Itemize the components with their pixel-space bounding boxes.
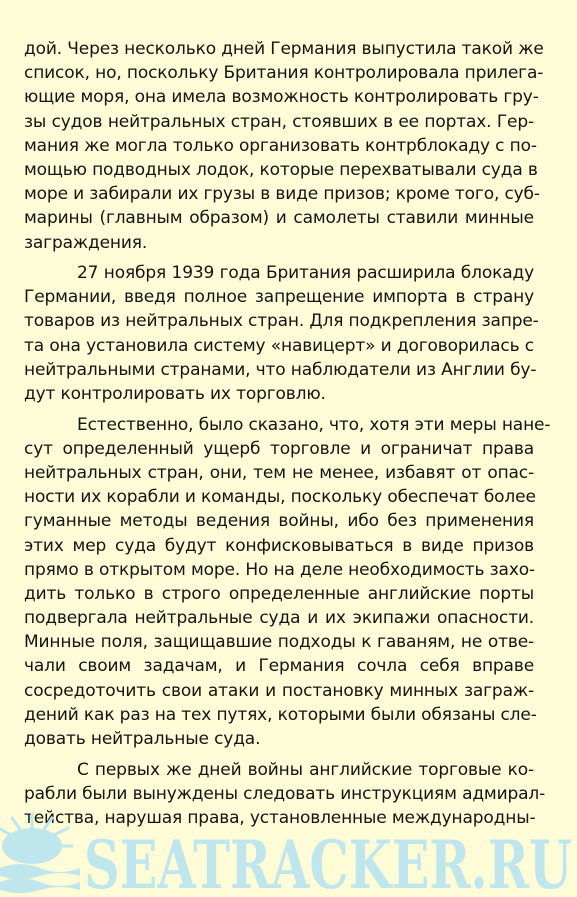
text-line: 27 ноября 1939 года Британия расширила блокаду [77, 263, 534, 284]
text-line: море и забирали их грузы в виде призов; кроме того, суб- [24, 184, 540, 205]
text-line: этих мер суда будут конфисковываться в виде призов [24, 535, 534, 556]
body-text [24, 37, 551, 830]
watermark-text: SEATRACKER.RU [84, 826, 572, 897]
watermark [0, 806, 577, 897]
text-line: товаров из нейтральных стран. Для подкрепления запре- [24, 311, 539, 332]
text-line: зы судов нейтральных стран, стоявших в ее портах. Гер- [24, 111, 534, 132]
text-line: довать нейтральные суда. [24, 729, 261, 750]
text-line: прямо в открытом море. Но на деле необходимость захо- [24, 559, 535, 580]
text-line: заграждения. [24, 232, 148, 253]
text-line: дой. Через несколько дней Германия выпустила такой же [24, 39, 544, 59]
text-line: чали своим задачам, и Германия сочла себя вправе [24, 656, 534, 677]
text-line: ющие моря, она имела возможность контролировать гру- [24, 87, 539, 108]
text-line: список, но, поскольку Британия контролировала прилега- [24, 63, 544, 84]
text-line: сут определенный ущерб торговле и ограничат права [24, 438, 534, 459]
text-line: рабли были вынуждены следовать инструкциям адмирал- [24, 783, 546, 804]
text-line: дут контролировать их торговлю. [24, 384, 326, 405]
paragraph [24, 261, 539, 406]
text-line: тейства, нарушая права, установленные международны- [24, 807, 536, 828]
text-line: сосредоточить свои атаки и постановку минных заграж- [24, 680, 534, 701]
text-line: та она установила систему «навицерт» и договорилась с [24, 335, 534, 356]
text-line: С первых же дней войны английские торговые ко- [77, 759, 534, 780]
text-line: гуманные методы ведения войны, ибо без применения [24, 511, 534, 532]
text-line: нейтральными странами, что наблюдатели из Англии бу- [24, 359, 537, 380]
text-line: Естественно, было сказано, что, хотя эти меры нане- [77, 414, 551, 435]
text-line: марины (главным образом) и самолеты ставили минные [24, 208, 534, 229]
text-line: дить только в строго определенные английские порты [24, 583, 534, 604]
text-line: дений как раз на тех путях, которыми были обязаны сле- [24, 704, 537, 725]
text-line: мания же могла только организовать контрблокаду с по- [24, 135, 537, 156]
text-line: мощью подводных лодок, которые перехватывали суда в [24, 159, 538, 180]
text-line: Минные поля, защищавшие подходы к гаваням, не отве- [24, 632, 534, 653]
text-line: подвергала нейтральные суда и их экипажи опасности. [24, 608, 534, 629]
watermark-graphic [0, 806, 577, 897]
text-line: нейтральных стран, они, тем не менее, избавят от опас- [24, 462, 534, 483]
paragraph [24, 413, 551, 752]
text-line: ности их корабли и команды, поскольку обеспечат более [24, 487, 536, 508]
paragraph [24, 37, 544, 255]
text-line: Германии, введя полное запрещение импорта в страну [24, 287, 534, 308]
sun-logo-icon [0, 814, 80, 893]
